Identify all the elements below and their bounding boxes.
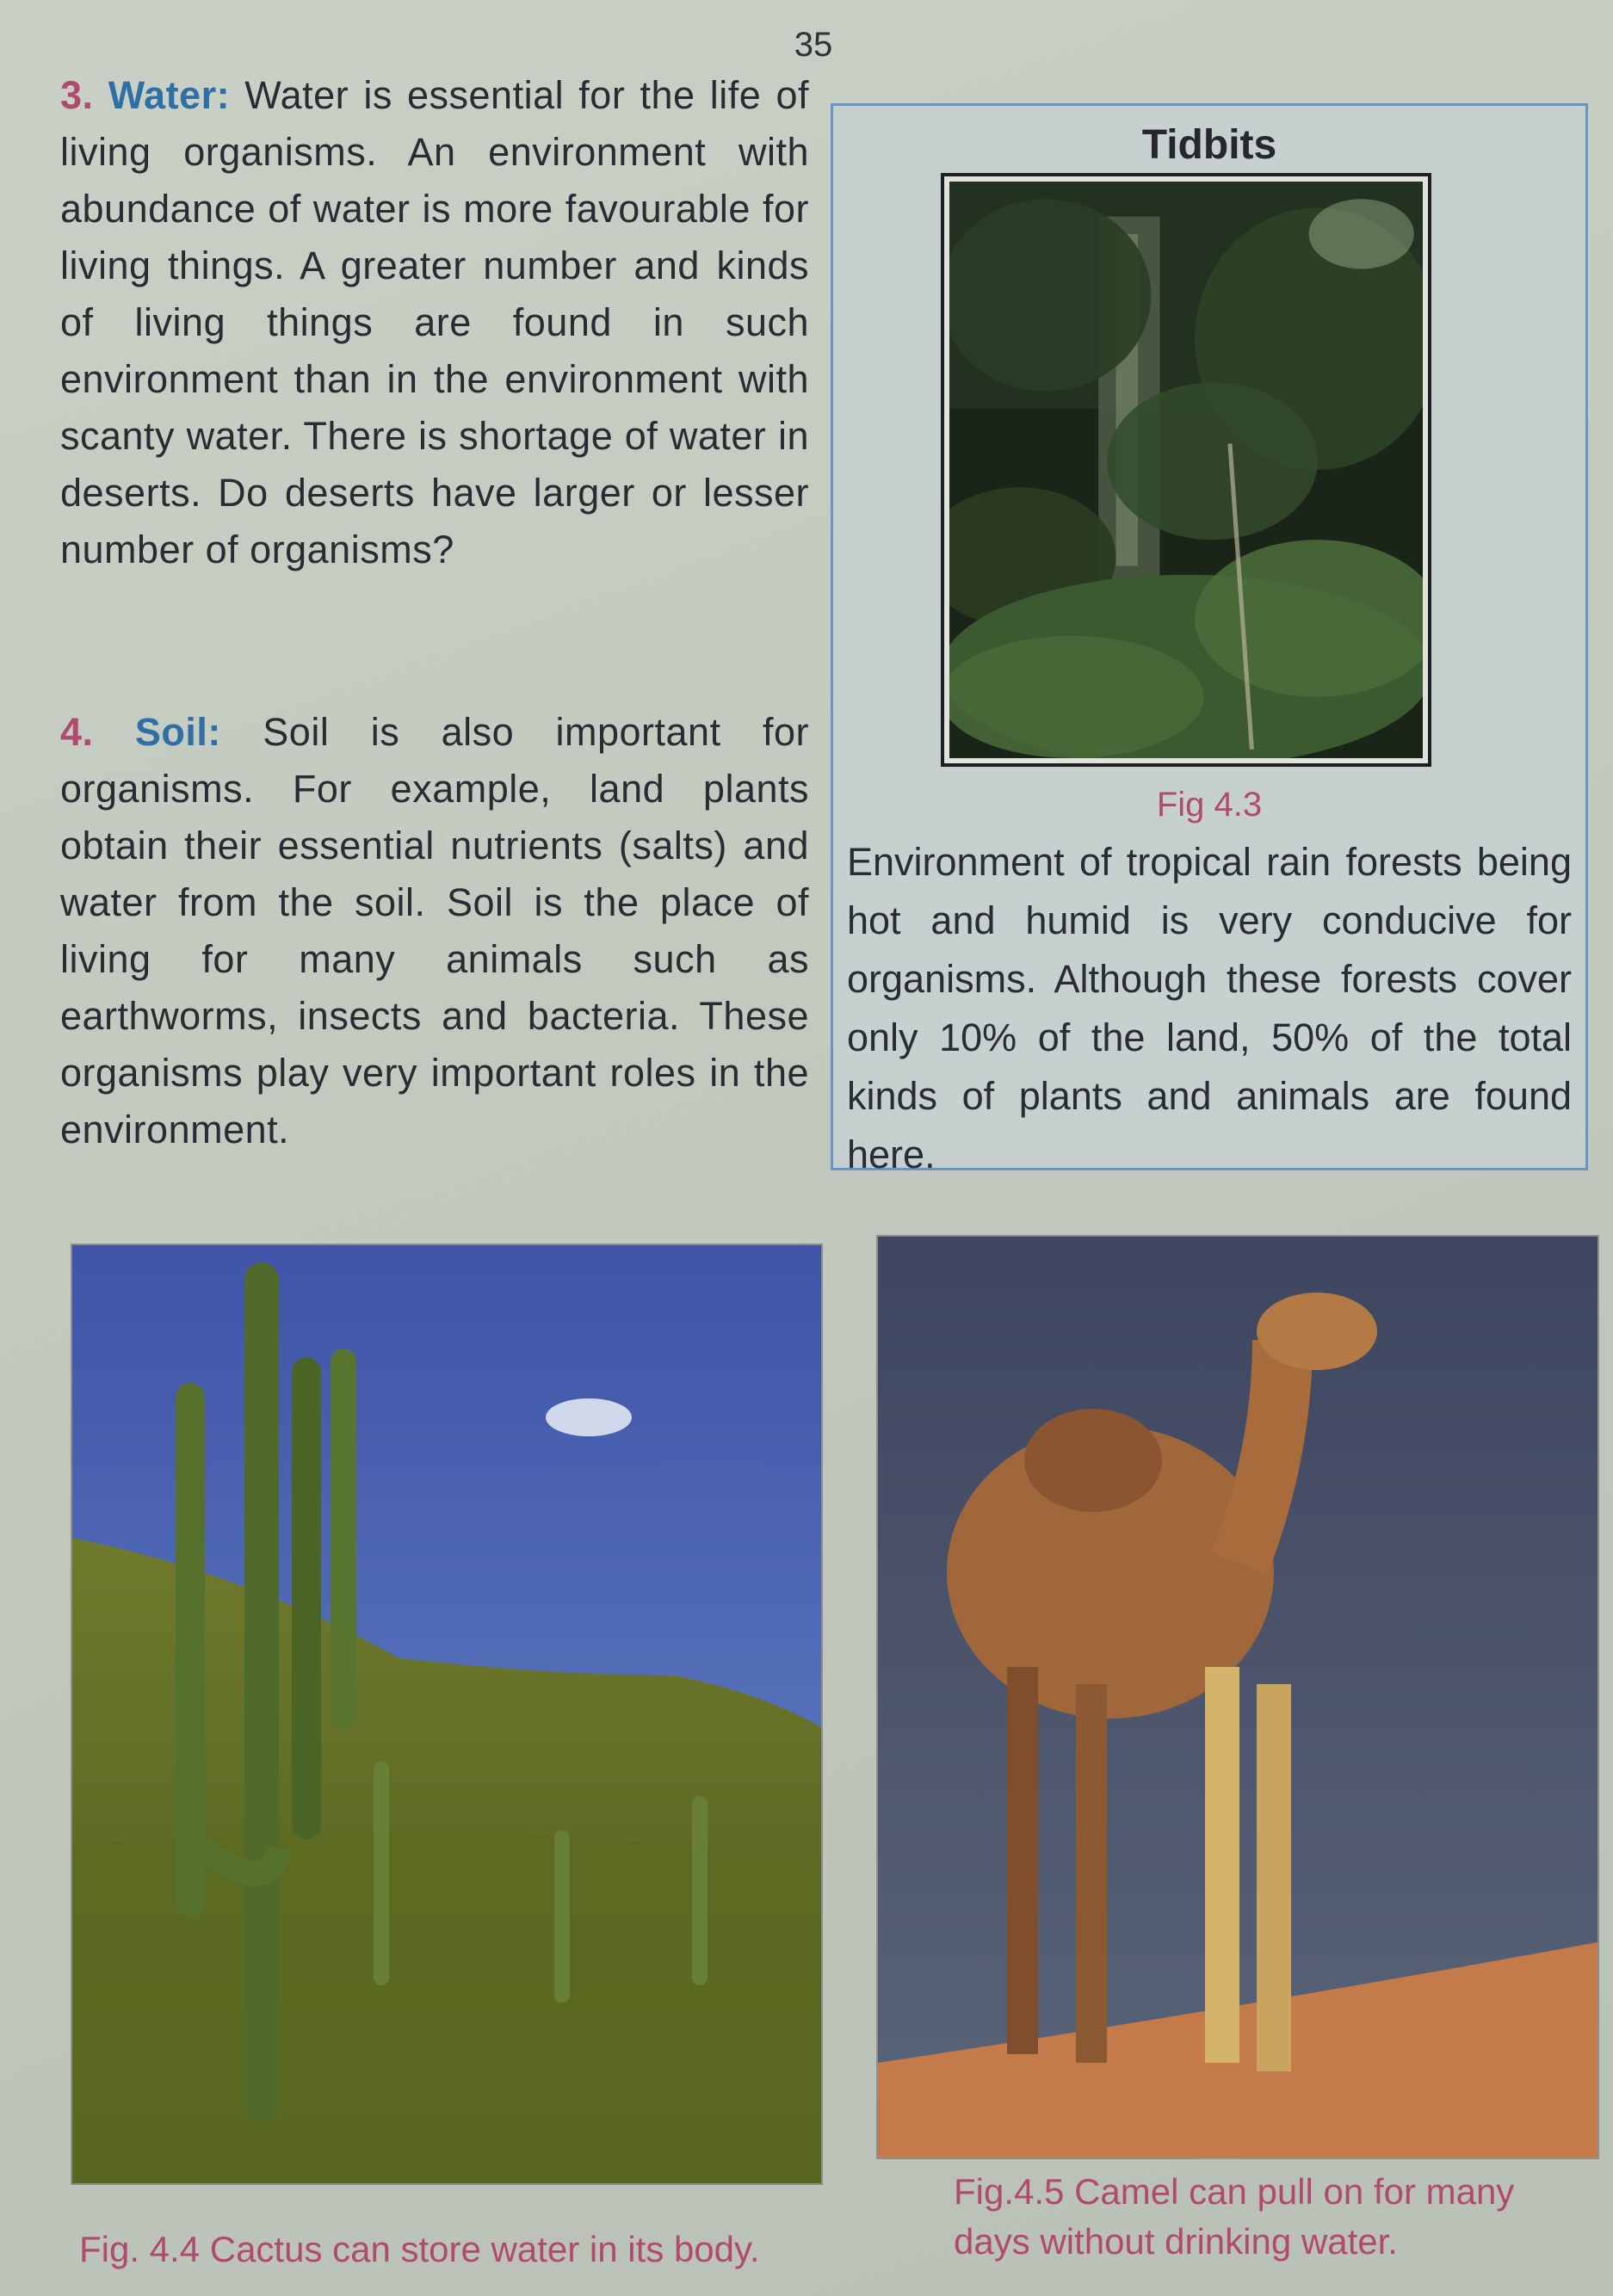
soil-number: 4. [60, 710, 94, 754]
camel-photo [876, 1235, 1599, 2159]
camel-caption-line-1: Fig.4.5 Camel can pull on for many [954, 2171, 1515, 2212]
water-heading: Water: [108, 73, 231, 117]
cactus-photo [71, 1244, 823, 2185]
water-text: Water is essential for the life of living organisms. An environment with abundance of water is more favourable for living things. A greater number and kinds of living things are found in such environment than in the environment with scanty water. There is shortage of water in deserts. Do deserts have larger or lesser number of organisms? [60, 73, 809, 571]
camel-image [878, 1237, 1598, 2157]
camel-caption-line-2: days without drinking water. [954, 2221, 1398, 2262]
figure-4-3-label: Fig 4.3 [1156, 786, 1263, 824]
rainforest-image [949, 182, 1423, 758]
water-paragraph [60, 67, 809, 578]
water-number: 3. [60, 73, 94, 117]
soil-paragraph [60, 704, 809, 1158]
rainforest-photo [941, 173, 1431, 767]
figure-4-4-caption: Fig. 4.4 Cactus can store water in its body. [79, 2229, 760, 2269]
cactus-image [72, 1245, 821, 2183]
tidbits-title: Tidbits [1141, 122, 1277, 168]
soil-text: Soil is also important for organisms. For example, land plants obtain their essential nutrients (salts) and water from the soil. Soil is the place of living for many animals such as earthworms, insects and bacteria. These organisms play very important roles in the environment. [60, 710, 809, 1151]
page-number: 35 [794, 26, 833, 64]
soil-section [60, 704, 809, 1158]
tidbits-box [831, 103, 1588, 1176]
figure-4-5-caption [954, 2167, 1514, 2267]
water-section [60, 67, 809, 578]
tidbits-text: Environment of tropical rain forests being hot and humid is very conducive for organisms. Although these forests cover only 10% of the land, 50% of the total kinds of plants and animals are found here. [847, 840, 1572, 1176]
soil-heading: Soil: [134, 710, 221, 754]
